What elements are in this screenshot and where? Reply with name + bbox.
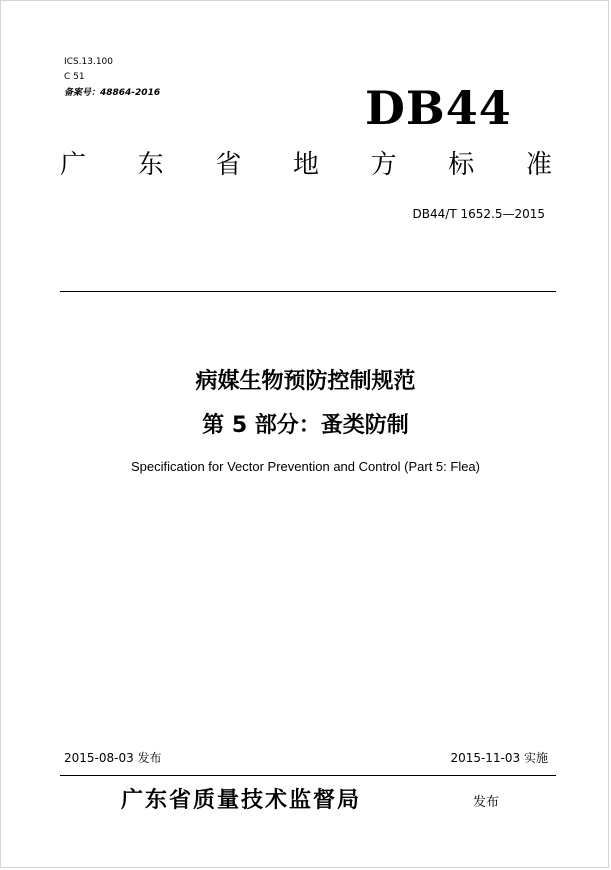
standard-level-char: 准 xyxy=(525,150,552,180)
standard-level xyxy=(60,148,552,182)
standard-number: DB44/T 1652.5—2015 xyxy=(412,207,545,221)
title-chinese-part: 第 5 部分：蚤类防制 xyxy=(202,413,409,438)
header-divider xyxy=(60,291,556,292)
issuing-authority: 广东省质量技术监督局 xyxy=(121,788,362,813)
title-chinese-main: 病媒生物预防控制规范 xyxy=(195,369,416,394)
implementation-date: 2015-11-03 实施 xyxy=(450,751,548,765)
standard-level-char: 方 xyxy=(370,150,397,180)
standard-level-char: 标 xyxy=(448,150,475,180)
issuer-action: 发布 xyxy=(473,795,500,810)
ics-code: ICS.13.100 xyxy=(64,57,114,67)
standard-level-char: 广 xyxy=(60,150,87,180)
standard-level-char: 省 xyxy=(215,150,242,180)
title-english: Specification for Vector Prevention and Control (Part 5: Flea) xyxy=(130,459,480,474)
footer-divider xyxy=(60,775,556,776)
standard-level-char: 地 xyxy=(292,150,319,180)
standard-level-char: 东 xyxy=(137,150,164,180)
ccs-code: C 51 xyxy=(64,72,85,82)
record-number: 备案号：48864-2016 xyxy=(64,88,161,98)
standard-code: DB44 xyxy=(365,81,512,135)
release-date: 2015-08-03 发布 xyxy=(64,751,162,765)
